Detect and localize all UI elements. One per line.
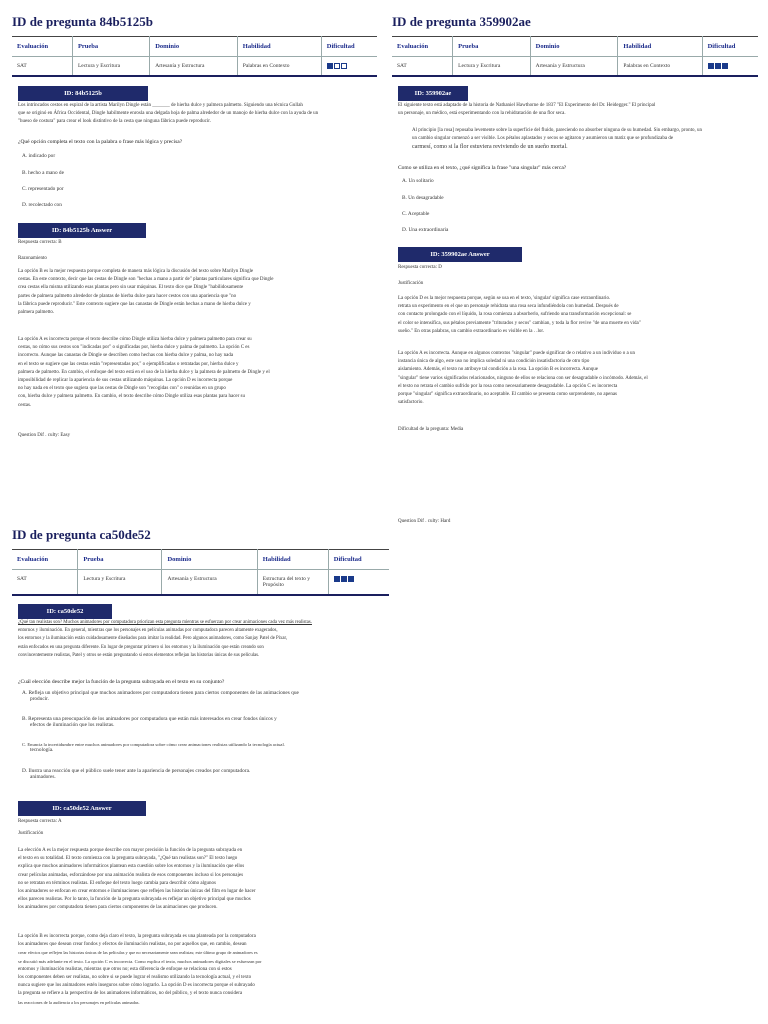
answer-banner: ID: ca50de52 Answer	[18, 801, 146, 816]
meta-table	[392, 36, 758, 77]
answer-option[interactable]: A. indicado por	[22, 153, 56, 159]
meta-domain: Artesanía y Estructura	[150, 57, 238, 77]
rationale-incorrect: La opción A es incorrecta porque el texto describe cómo Dingle utiliza hierba dulce y palmera palmetto para crear su cestas, no cómo sus cestos son "indicadas por" o significadas por, hierba dulce y palma de palmetto. La opción C es incorrecto. Aunque las canastas de Dingle se describen como hechas con hierba dulce y palma, no hay nada en el texto se sugiere que las cestas están "representadas por," o ejemplificadas o retratadas por, hierba dulce y palmera de palmetto. En cambio, el enfoque del texto está en el uso de la hierba dulce y la palmera de palmetto de Dingle y el imposibilidad de replicar la apariencia de sus cestas utilizando máquinas. La opción D es incorrecta porque no hay nada en el texto que sugiera que las cestas de Dingle son "recogidas con" o reunidas en un grupo con, hierba dulce y palmera palmetto. En cambio, el texto describe cómo Dingle utiliza esas plantas para hacer su cestas.	[18, 337, 270, 408]
header-domain: Dominio	[162, 550, 257, 570]
meta-skill: Estructura del texto y Propósito	[257, 570, 328, 596]
answer-option[interactable]: C. Aceptable	[402, 211, 430, 217]
header-skill: Habilidad	[237, 37, 321, 57]
header-test: Prueba	[78, 550, 162, 570]
question-text: Como se utiliza en el texto, ¿qué significa la frase "una singular" más cerca?	[398, 165, 567, 171]
answer-banner: ID: 84b5125b Answer	[18, 223, 146, 238]
meta-test: Lectura y Escritura	[78, 570, 162, 596]
meta-evaluation: SAT	[12, 570, 78, 596]
header-test: Prueba	[453, 37, 531, 57]
question-block-3	[12, 527, 389, 596]
difficulty-square-filled	[708, 63, 714, 69]
id-banner: ID: 359902ae	[398, 86, 468, 101]
correct-answer: Respuesta correcta: A	[18, 819, 62, 824]
passage: ¿Qué tan realistas son? Muchos animadores por computadora priorizan esta pregunta mientras se esfuerzan por crear animaciones cada vez más realistas. entornos y iluminación. En general, mientras que los personajes en películas animadas por computadora parecen altamente exagerados, los entornos y la iluminación están cuidadosamente diseñados para imitar la realidad. Pero algunos animadores, como Sanjay Patel de Pixar, están enfocados en una pregunta diferente. En lugar de preguntar primero si los entornos y la iluminación que están creando son convincentemente realistas, Patel y otros se están preguntando si estos elementos reflejan las historias únicas de sus películas.	[18, 620, 312, 658]
meta-skill: Palabras en Contexto	[618, 57, 702, 77]
header-skill: Habilidad	[257, 550, 328, 570]
question-title: ID de pregunta 84b5125b	[12, 14, 153, 29]
difficulty-square-filled	[327, 63, 333, 69]
meta-table	[12, 549, 389, 596]
question-block-1	[12, 14, 377, 77]
rationale-correct: La elección A es la mejor respuesta porque describe con mayor precisión la función de la pregunta subrayada en el texto en su totalidad. El texto comienza con la pregunta subrayada, "¿Qué tan realistas son?" El texto luego explica que muchos animadores informáticos plantean esta cuestión sobre los entornos y la iluminación que ellos crear películas animadas, esforzándose por una animación realista de esos componentes incluso si los personajes no se retratan en términos realistas. El enfoque del texto luego cambia para describir cómo algunos los animadores se enfocan en crear entornos e iluminaciones que reflejen las historias únicas del film en lugar de hacer ellos parecen realistas. Por lo tanto, la función de la pregunta subrayada es reflejar un objetivo principal que muchos los animadores por computadora tienen para ciertos componentes de las animaciones que producen.	[18, 848, 256, 911]
excerpt-quote: Al principio [la rosa] reposaba levemente sobre la superficie del fluido, pareciendo no absorber ninguna de su humedad. Sin embargo, pronto, un un cambio singular comenzó a ser visible. Los pétalos aplastados y secos se agitaron y asumieron un matiz que se profundizaba de carmesí, como si la flor estuviera reviviendo de un sueño mortal.	[412, 128, 702, 150]
meta-skill: Palabras en Contexto	[237, 57, 321, 77]
rationale-incorrect: La opción A es incorrecta. Aunque en algunos contextos "singular" puede significar de o relativo a un individuo o a un instancia única de algo, este uso no implica soledad ni una condición insatisfactoria de otro tipo aislamiento. Además, el texto no atribuye tal condición a la rosa. La opción B es incorrecta. Aunque "singular" tiene varios significados relacionados, ninguno de ellos se relaciona con ser desagradable o incómodo. Además, el el texto no retrata el cambio sufrido por la rosa como necesariamente desagradable. La opción C es incorrecta porque "singular" significa extraordinario, no aceptable. El cambio se presenta como sorprendente, no apenas satisfactorio.	[398, 351, 648, 406]
answer-banner: ID: 359902ae Answer	[398, 247, 522, 262]
header-domain: Dominio	[530, 37, 618, 57]
passage: Los intrincados cestos en espiral de la artista Marilyn Dingle están _______ de hierba dulce y palmera palmetto. Siguiendo una técnica Gullah que se originó en África Occidental, Dingle habilmente enrosla una delgada hoja de palma alrededor de un manojo de hierba dulce con la ayuda de un "hueso de costura" para crear el look distintivo de la cesta que ninguna fábrica puede reproducir.	[18, 103, 319, 125]
answer-option[interactable]: C. representado por	[22, 186, 64, 192]
question-block-2	[392, 14, 758, 77]
answer-option[interactable]: D. recolectado con	[22, 202, 62, 208]
intro-text: El siguiente texto está adaptado de la historia de Nathaniel Hawthorne de 1837 "El Experimento del Dr. Heidegger." El principal un personaje, un médico, está experimentando con la rehidratación de una flor seca.	[398, 103, 656, 117]
question-title: ID de pregunta ca50de52	[12, 527, 151, 542]
difficulty-square-filled	[334, 576, 340, 582]
difficulty-square-filled	[722, 63, 728, 69]
header-difficulty: Dificultad	[328, 550, 389, 570]
reasoning-label: Justificación	[18, 831, 44, 836]
difficulty-note: Question Dif . culty: Hard	[398, 519, 451, 524]
meta-test: Lectura y Escritura	[72, 57, 149, 77]
answer-option[interactable]: D. Una extraordinaria	[402, 227, 449, 233]
meta-evaluation: SAT	[392, 57, 453, 77]
header-evaluation: Evaluación	[392, 37, 453, 57]
difficulty-square-empty	[341, 63, 347, 69]
answer-option[interactable]: B. Un desagradable	[402, 195, 444, 201]
meta-evaluation: SAT	[12, 57, 72, 77]
difficulty-indicator	[334, 576, 355, 582]
question-text: ¿Cuál elección describe mejor la función de la pregunta subrayada en el texto en su conjunto?	[18, 679, 225, 685]
answer-option[interactable]: A. Un solitario	[402, 178, 434, 184]
difficulty-indicator	[708, 63, 729, 69]
difficulty-note-mid: Dificultad de la pregunta: Media	[398, 427, 464, 432]
answer-option[interactable]: A. Refleja un objetivo principal que muchos animadores por computadora tienen para ciertos componentes de las animaciones que producir.	[22, 690, 299, 702]
difficulty-square-filled	[715, 63, 721, 69]
difficulty-note: Question Dif . culty: Easy	[18, 433, 71, 438]
answer-option[interactable]: B. hecho a mano de	[22, 170, 64, 176]
header-difficulty: Dificultad	[321, 37, 377, 57]
meta-domain: Artesanía y Estructura	[530, 57, 618, 77]
reasoning-label: Razonamiento	[18, 256, 47, 261]
header-evaluation: Evaluación	[12, 550, 78, 570]
id-banner: ID: 84b5125b	[18, 86, 148, 101]
question-text: ¿Qué opción completa el texto con la palabra o frase más lógica y precisa?	[18, 139, 183, 145]
correct-answer: Respuesta correcta: D	[398, 265, 442, 270]
rationale-incorrect: La opción B es incorrecta porque, como deja claro el texto, la pregunta subrayada es una planteada por la computadora los animadores que desean crear fondos y efectos de iluminación realistas, no por aquellos que, en cambio, desean crear efectos que reflejen las historias únicas de las películas y que no necesariamente sean realistas; este último grupo de animadores es se discutió más adelante en el texto. La opción C es incorrecta. Como explica el texto, muchos animadores digitales se esfuerzan por entornos y iluminación realistas, mientras que otros no; esta diferencia de enfoque se relaciona con si estos los componentes deben ser realistas, no sobre si se puede lograr el realismo utilizando la tecnología actual, y el texto nunca sugiere que los animadores estén inseguros sobre cómo lograrlo. La opción D es incorrecta porque el subrayado la pregunta se refiere a la perspectiva de los animadores informáticos, no del público, y el texto nunca considera las reacciones de la audiencia a los personajes en películas animadas.	[18, 934, 262, 1005]
meta-table	[12, 36, 377, 77]
meta-test: Lectura y Escritura	[453, 57, 531, 77]
difficulty-square-filled	[348, 576, 354, 582]
difficulty-indicator	[327, 63, 348, 69]
header-skill: Habilidad	[618, 37, 702, 57]
correct-answer: Respuesta correcta: B	[18, 240, 62, 245]
header-domain: Dominio	[150, 37, 238, 57]
difficulty-square-filled	[341, 576, 347, 582]
header-test: Prueba	[72, 37, 149, 57]
header-difficulty: Dificultad	[702, 37, 758, 57]
answer-option[interactable]: D. Ilustra una reacción que el público suele tener ante la apariencia de personajes creados por computadora. animadores.	[22, 768, 251, 780]
difficulty-square-empty	[334, 63, 340, 69]
answer-option[interactable]: C. Enuncia la incertidumbre entre muchos animadores por computadora sobre cómo crear animaciones realistas utilizando la tecnología actual. tecnología.	[22, 742, 285, 753]
answer-option[interactable]: B. Representa una preocupación de los animadores por computadora que están más interesados en crear fondos únicos y efectos de iluminación que los realistas.	[22, 716, 277, 728]
rationale-correct: La opción B es la mejor respuesta porque completa de manera más lógica la discusión del texto sobre Marilyn Dingle cestas. En este contexto, decir que las cestas de Dingle son "hechas a mano a partir de" plantas particulares significa que Dingle crea cestas ella misma utilizando esas plantas pero sin usar máquinas. El texto dice que Dingle "habilidosamente partes de palmera palmetto alrededor de plantas de hierba dulce para hacer cestos con una apariencia que "no la fábrica puede reproducir." Este contexto sugiere que las canastas de Dingle están hechas a mano de hierba dulce y palmera palmetto.	[18, 269, 274, 316]
header-evaluation: Evaluación	[12, 37, 72, 57]
id-banner: ID: ca50de52	[18, 604, 112, 619]
question-title: ID de pregunta 359902ae	[392, 14, 531, 29]
meta-domain: Artesanía y Estructura	[162, 570, 257, 596]
reasoning-label: Justificación	[398, 281, 424, 286]
rationale-correct: La opción D es la mejor respuesta porque, según se usa en el texto, 'singular' significa case extraordinario. retrata un experimento en el que un personaje rehidrata una rosa seca infundiéndola con humedad. Después de con contacto prolongado con el líquido, la rosa comienza a absorberlo, sufriendo una transformación excepcional: se el color se intensifica, sus pétalos previamente "triturados y secos" cambian, y toda la flor revive "de una muerte en vida" sueño." En otras palabras, un cambio extraordinario es visible en la . .lor.	[398, 296, 641, 334]
